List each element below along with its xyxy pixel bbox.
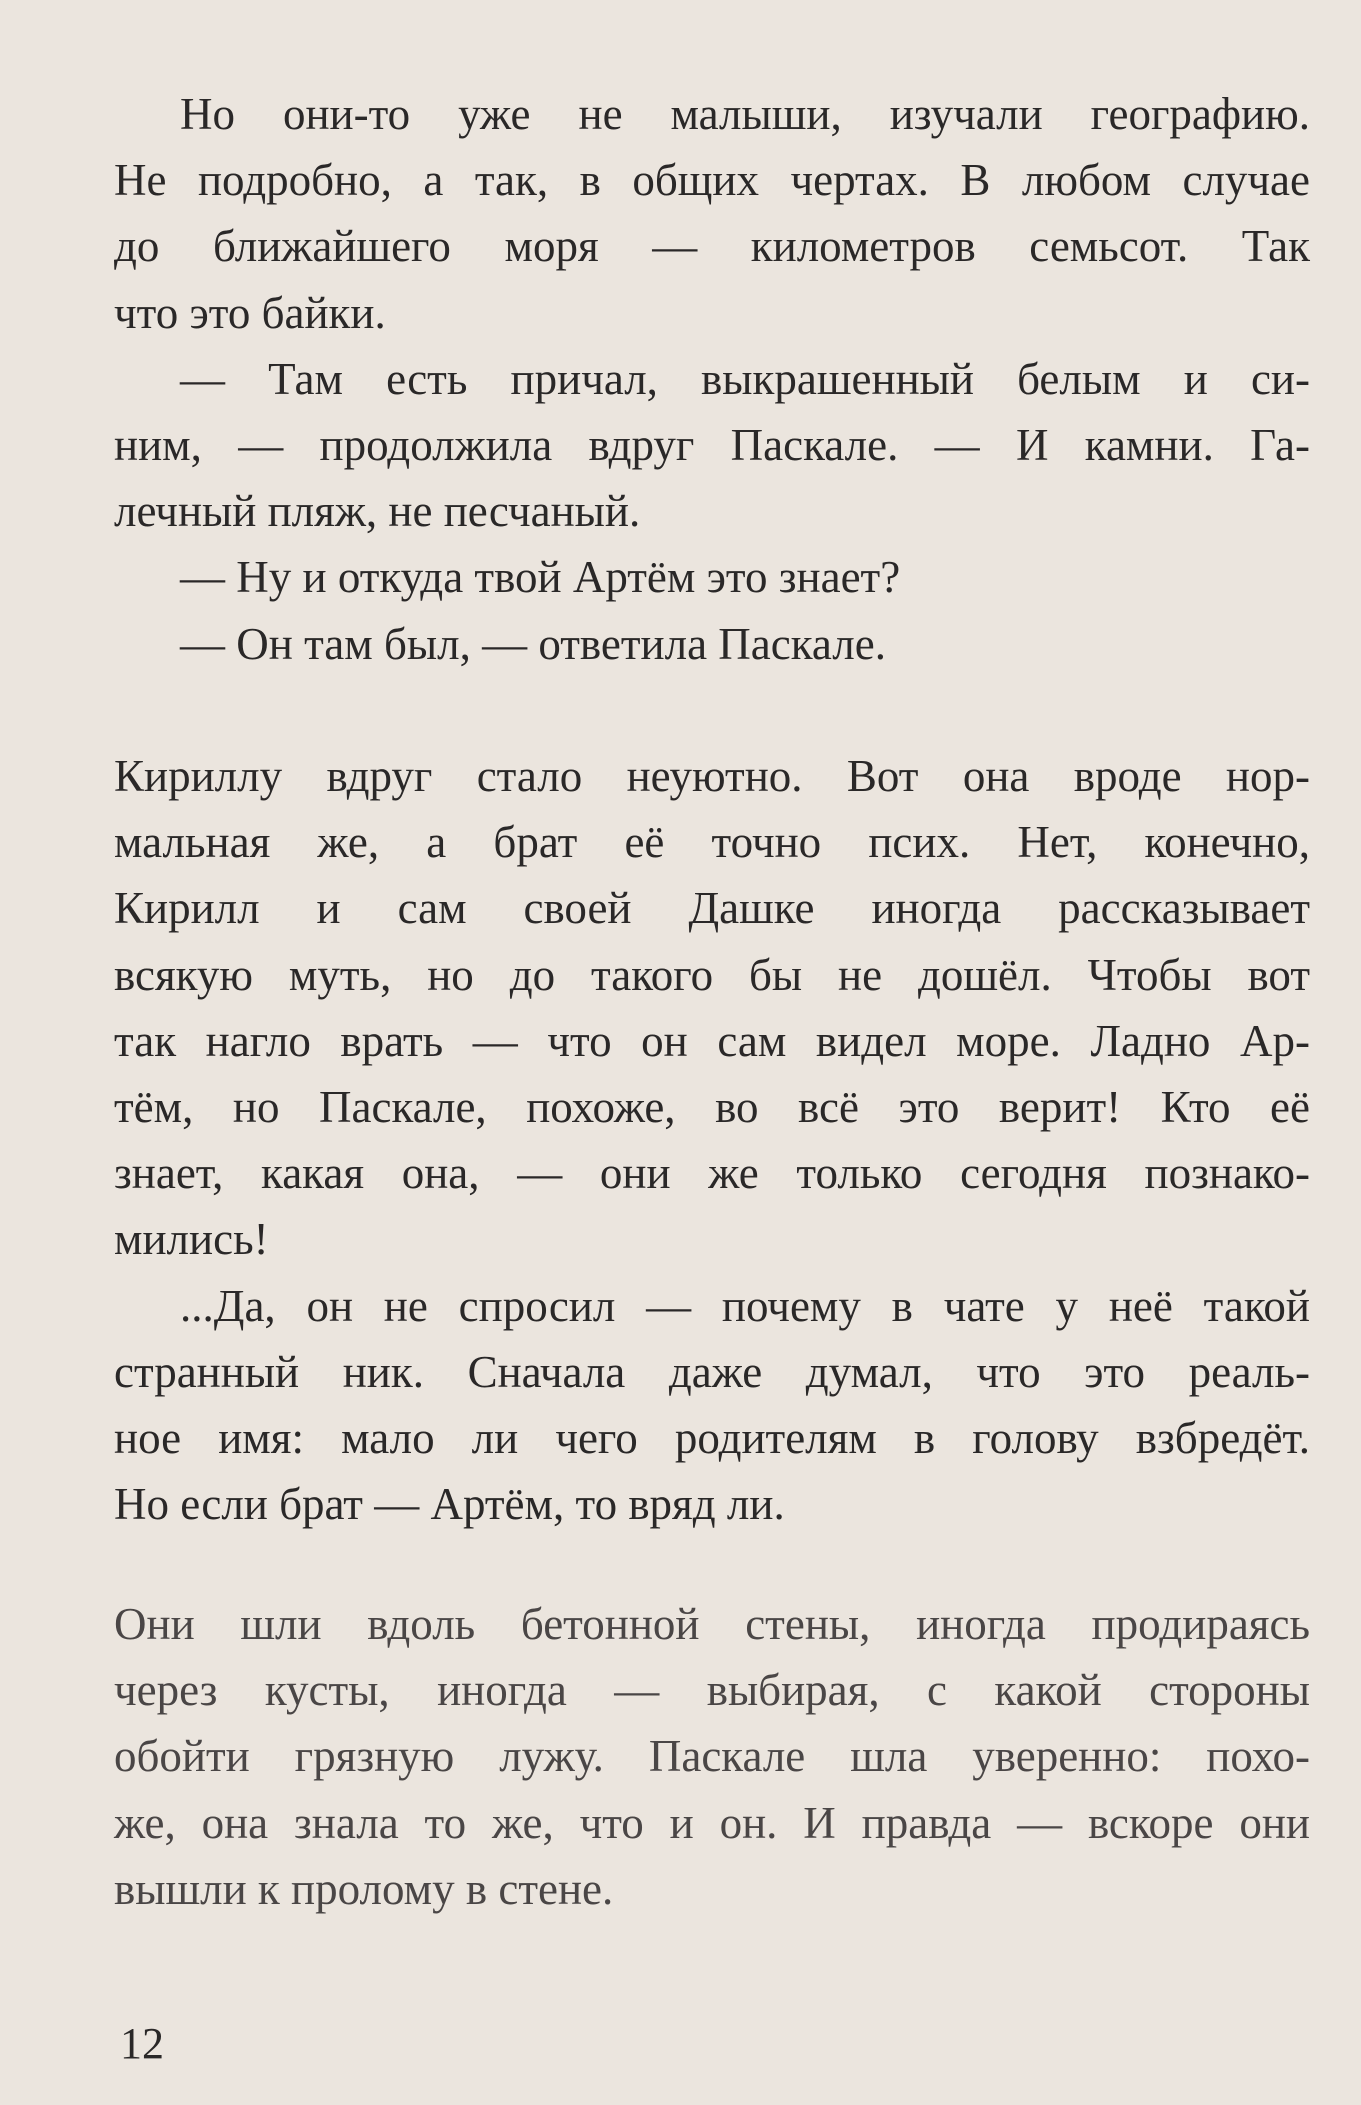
- text-line: — Ну и откуда твой Артём это знает?: [180, 552, 901, 603]
- text-line: что это байки.: [114, 287, 386, 338]
- text-line: всякую муть, но до такого бы не дошёл. Чтобы вот: [114, 949, 1310, 1000]
- text-line: Но если брат — Артём, то вряд ли.: [114, 1479, 785, 1530]
- text-line: вышли к пролому в стене.: [114, 1863, 614, 1914]
- text-line: так нагло врать — что он сам видел море. Ладно Ар-: [114, 1015, 1310, 1066]
- text-line: странный ник. Сначала даже думал, что это реаль-: [114, 1346, 1310, 1397]
- text-line: ...Да, он не спросил — почему в чате у неё такой: [180, 1280, 1310, 1331]
- text-line: Не подробно, а так, в общих чертах. В любом случае: [114, 155, 1310, 206]
- text-line: обойти грязную лужу. Паскале шла уверенно: похо-: [114, 1731, 1310, 1782]
- text-line: — Он там был, — ответила Паскале.: [180, 618, 886, 669]
- text-line: мальная же, а брат её точно псих. Нет, конечно,: [114, 817, 1310, 868]
- text-line: Кирилл и сам своей Дашке иногда рассказывает: [114, 883, 1310, 934]
- text-line: знает, какая она, — они же только сегодня познако-: [114, 1148, 1310, 1199]
- text-line: Но они-то уже не малыши, изучали географию.: [180, 89, 1310, 139]
- text-line: же, она знала то же, что и он. И правда — вскоре они: [114, 1797, 1310, 1848]
- text-line: Они шли вдоль бетонной стены, иногда продираясь: [114, 1599, 1310, 1649]
- text-block-2: [114, 743, 1310, 1537]
- text-block-1: [114, 81, 1310, 677]
- text-line: ним, — продолжила вдруг Паскале. — И камни. Га-: [114, 419, 1310, 470]
- text-block-3: [114, 1591, 1310, 1922]
- text-line: ное имя: мало ли чего родителям в голову взбредёт.: [114, 1412, 1310, 1463]
- text-line: Кириллу вдруг стало неуютно. Вот она вроде нор-: [114, 751, 1310, 801]
- text-line: лечный пляж, не песчаный.: [114, 486, 641, 537]
- text-line: тём, но Паскале, похоже, во всё это верит! Кто её: [114, 1081, 1310, 1132]
- page-number: 12: [120, 2019, 164, 2068]
- text-line: — Там есть причал, выкрашенный белым и си-: [180, 353, 1310, 404]
- text-line: мились!: [114, 1214, 269, 1265]
- text-line: через кусты, иногда — выбирая, с какой стороны: [114, 1665, 1310, 1716]
- text-line: до ближайшего моря — километров семьсот. Так: [114, 221, 1310, 272]
